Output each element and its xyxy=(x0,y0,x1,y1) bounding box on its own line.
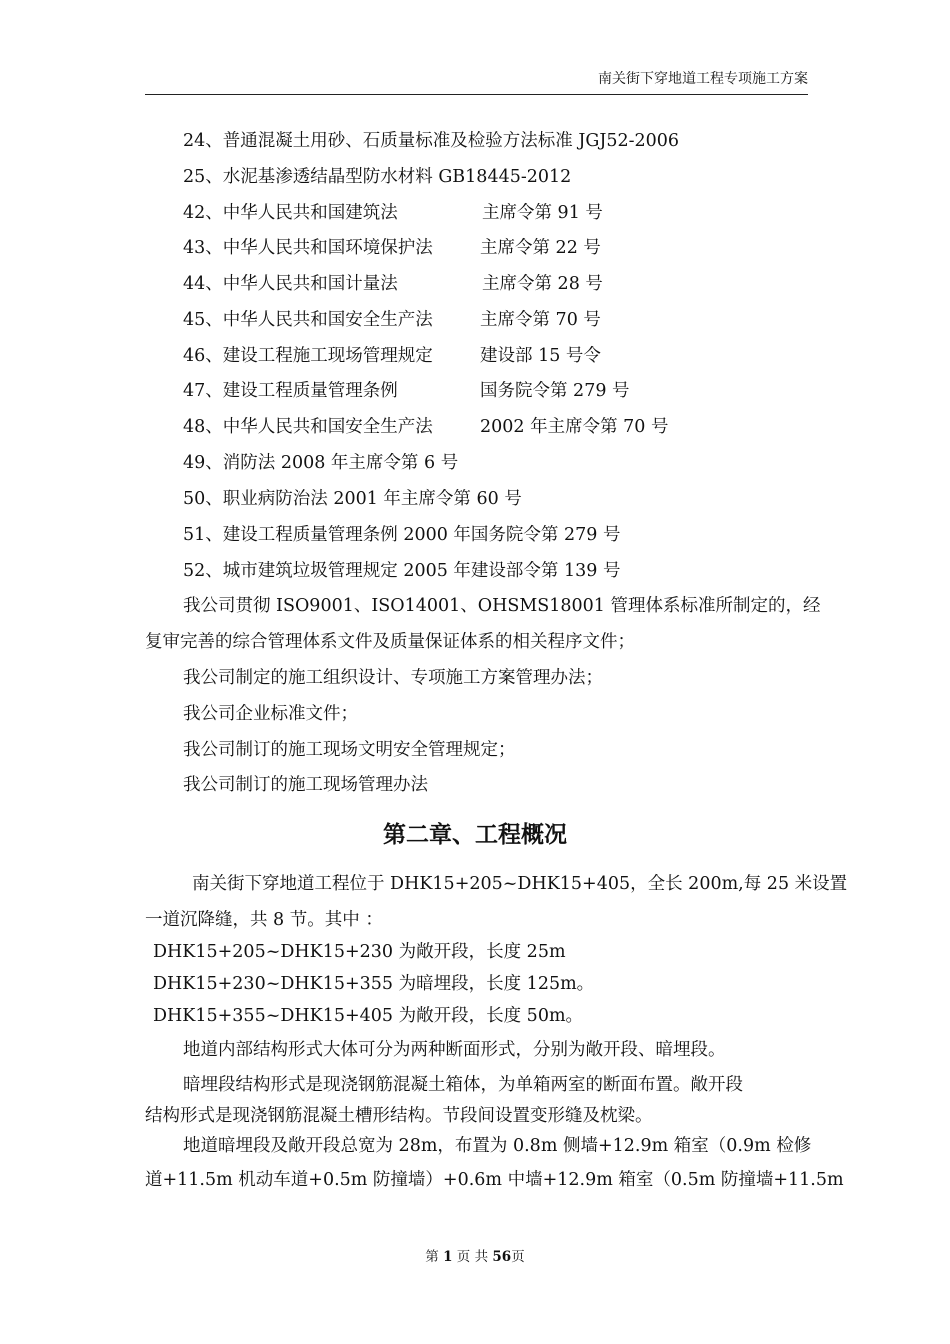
standard-item: 52、城市建筑垃圾管理规定 2005 年建设部令第 139 号 xyxy=(183,561,621,581)
company-paragraph: 我公司制定的施工组织设计、专项施工方案管理办法； xyxy=(183,668,603,688)
overview-paragraph-line: 道+11.5m 机动车道+0.5m 防撞墙）+0.6m 中墙+12.9m 箱室（0.5m 防撞墙+11.5m xyxy=(145,1170,844,1190)
page-header xyxy=(145,64,808,95)
company-paragraph: 我公司制订的施工现场文明安全管理规定； xyxy=(183,740,516,760)
standard-item xyxy=(183,377,803,402)
company-paragraph-line: 复审完善的综合管理体系文件及质量保证体系的相关程序文件； xyxy=(145,632,635,652)
standard-item xyxy=(183,234,803,259)
chapter-title: 第二章、工程概况 xyxy=(383,822,567,848)
standard-code: 2002 年主席令第 70 号 xyxy=(480,417,669,437)
page-footer xyxy=(0,1245,950,1265)
overview-paragraph-line: 暗埋段结构形式是现浇钢筋混凝土箱体，为单箱两室的断面布置。敞开段 xyxy=(183,1075,743,1095)
segment-line: DHK15+230~DHK15+355 为暗埋段，长度 125m。 xyxy=(153,974,595,994)
overview-paragraph-line: 地道暗埋段及敞开段总宽为 28m，布置为 0.8m 侧墙+12.9m 箱室（0.9m 检修 xyxy=(183,1136,812,1156)
footer-mid: 页 共 xyxy=(456,1249,489,1265)
standard-name: 45、中华人民共和国安全生产法 xyxy=(183,310,433,330)
company-paragraph-line: 我公司贯彻 ISO9001、ISO14001、OHSMS18001 管理体系标准所制定的，经 xyxy=(183,596,821,616)
overview-paragraph-line: 一道沉降缝，共 8 节。其中 ： xyxy=(145,910,383,930)
standard-name: 47、建设工程质量管理条例 xyxy=(183,381,398,401)
standard-item xyxy=(183,270,803,295)
standard-name: 43、中华人民共和国环境保护法 xyxy=(183,238,433,258)
page-total: 56 xyxy=(492,1249,512,1265)
standard-item: 50、职业病防治法 2001 年主席令第 60 号 xyxy=(183,489,522,509)
segment-line: DHK15+355~DHK15+405 为敞开段，长度 50m。 xyxy=(153,1006,584,1026)
standard-item: 24、普通混凝土用砂、石质量标准及检验方法标准 JGJ52-2006 xyxy=(183,131,680,151)
standard-code: 主席令第 91 号 xyxy=(482,203,603,223)
standard-item: 49、消防法 2008 年主席令第 6 号 xyxy=(183,453,459,473)
footer-prefix: 第 xyxy=(425,1249,439,1265)
standard-item xyxy=(183,306,803,331)
segment-line: DHK15+205~DHK15+230 为敞开段，长度 25m xyxy=(153,942,566,962)
standard-code: 国务院令第 279 号 xyxy=(480,381,630,401)
standard-item xyxy=(183,413,803,438)
standard-name: 42、中华人民共和国建筑法 xyxy=(183,203,398,223)
standard-name: 48、中华人民共和国安全生产法 xyxy=(183,417,433,437)
standard-item xyxy=(183,342,803,367)
standard-code: 主席令第 70 号 xyxy=(480,310,601,330)
overview-paragraph-line: 南关街下穿地道工程位于 DHK15+205~DHK15+405，全长 200m,每 25 米设置 xyxy=(192,874,848,894)
standard-item: 25、水泥基渗透结晶型防水材料 GB18445-2012 xyxy=(183,167,572,187)
overview-paragraph-line: 结构形式是现浇钢筋混凝土槽形结构。节段间设置变形缝及枕梁。 xyxy=(145,1106,653,1126)
header-title: 南关街下穿地道工程专项施工方案 xyxy=(598,71,808,87)
standard-code: 主席令第 22 号 xyxy=(480,238,601,258)
company-paragraph: 我公司企业标准文件； xyxy=(183,704,358,724)
company-paragraph: 我公司制订的施工现场管理办法 xyxy=(183,775,428,795)
overview-paragraph: 地道内部结构形式大体可分为两种断面形式，分别为敞开段、暗埋段。 xyxy=(183,1040,726,1060)
footer-suffix: 页 xyxy=(511,1249,525,1265)
standard-code: 建设部 15 号令 xyxy=(480,346,601,366)
standard-name: 46、建设工程施工现场管理规定 xyxy=(183,346,433,366)
page-number: 1 xyxy=(443,1249,453,1265)
standard-name: 44、中华人民共和国计量法 xyxy=(183,274,398,294)
standard-code: 主席令第 28 号 xyxy=(482,274,603,294)
standard-item: 51、建设工程质量管理条例 2000 年国务院令第 279 号 xyxy=(183,525,621,545)
standard-item xyxy=(183,199,803,224)
